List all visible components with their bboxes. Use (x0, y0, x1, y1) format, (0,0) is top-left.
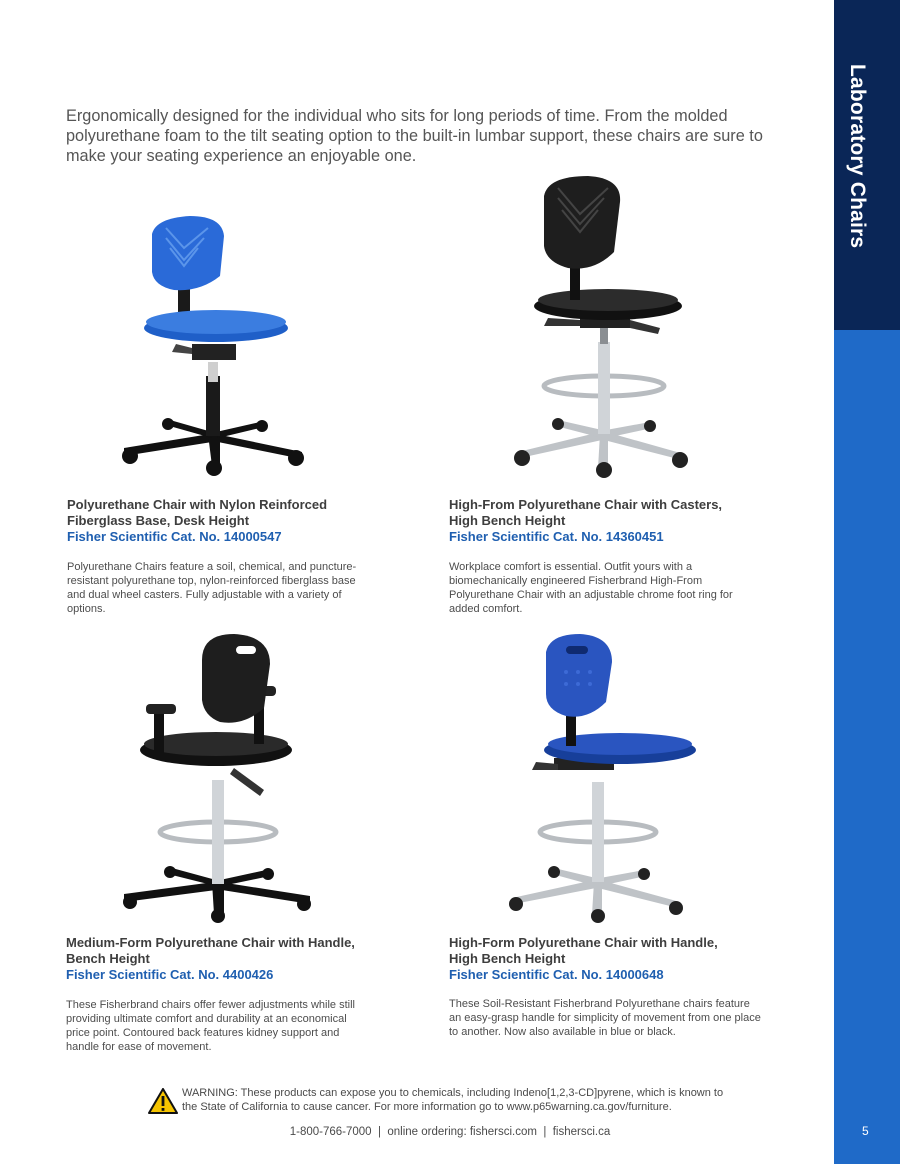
catalog-number: Fisher Scientific Cat. No. 4400426 (66, 967, 274, 982)
product-description-4: These Soil-Resistant Fisherbrand Polyurethane chairs feature an easy-grasp handle for simplicity of movement from one place to another. Now also available in blue or black. (449, 998, 761, 1038)
warning-line: the State of California to cause cancer. For more information go to www.p65warning.ca.gov/furniture. (182, 1101, 672, 1113)
footer-site-link[interactable]: fishersci.ca (552, 1126, 611, 1138)
product-title-line: Medium-Form Polyurethane Chair with Handle, (66, 935, 355, 950)
product-title-line: Polyurethane Chair with Nylon Reinforced (67, 497, 328, 512)
blue-desk-chair-icon (80, 176, 352, 482)
product-description-2: Workplace comfort is essential. Outfit yours with a biomechanically engineered Fisherbrand High-From Polyurethane Chair with an adjustable chrome foot ring for added comfort. (449, 561, 733, 615)
product-title-line: High Bench Height (449, 951, 566, 966)
footer-contact (0, 1126, 900, 1138)
footer-separator: | (543, 1126, 547, 1138)
warning-line: WARNING: These products can expose you to chemicals, including Indeno[1,2,3-CD]pyrene, which is known to (182, 1087, 724, 1099)
footer-ordering-link[interactable]: online ordering: fishersci.com (387, 1126, 537, 1138)
prop65-warning (148, 1086, 768, 1118)
product-title-4 (449, 935, 789, 983)
product-description-1: Polyurethane Chairs feature a soil, chemical, and puncture-resistant polyurethane top, nylon-reinforced fiberglass base and dual wheel casters. Fully adjustable with a variety of options. (67, 561, 357, 615)
product-title-line: Bench Height (66, 951, 150, 966)
product-description-3: These Fisherbrand chairs offer fewer adjustments while still providing ultimate comfort and durability at an economical price point. Contoured back features kidney support and handle for ease of movement. (66, 999, 355, 1053)
sidebar-tab-blue (834, 330, 900, 1164)
footer-separator: | (377, 1126, 381, 1138)
black-arm-chair-icon (84, 620, 366, 924)
warning-triangle-icon (148, 1088, 178, 1114)
black-high-bench-chair-icon (488, 168, 738, 488)
catalog-number: Fisher Scientific Cat. No. 14000648 (449, 967, 664, 982)
section-title: Laboratory Chairs (846, 64, 869, 249)
catalog-number: Fisher Scientific Cat. No. 14000547 (67, 529, 282, 544)
page-number: 5 (862, 1124, 869, 1138)
product-title-line: High Bench Height (449, 513, 566, 528)
product-title-line: Fiberglass Base, Desk Height (67, 513, 250, 528)
intro-paragraph: Ergonomically designed for the individual who sits for long periods of time. From the molded polyurethane foam to the tilt seating option to the built-in lumbar support, these chairs are sure to make your seating experience an enjoyable one. (66, 107, 763, 165)
product-title-3 (66, 935, 406, 983)
warning-text (182, 1086, 762, 1114)
footer-phone: 1-800-766-7000 (289, 1126, 372, 1138)
product-title-2 (449, 497, 789, 545)
catalog-number: Fisher Scientific Cat. No. 14360451 (449, 529, 664, 544)
product-title-1 (67, 497, 407, 545)
blue-high-bench-chair-icon (484, 622, 724, 928)
product-title-line: High-From Polyurethane Chair with Casters, (449, 497, 723, 512)
product-title-line: High-Form Polyurethane Chair with Handle, (449, 935, 718, 950)
